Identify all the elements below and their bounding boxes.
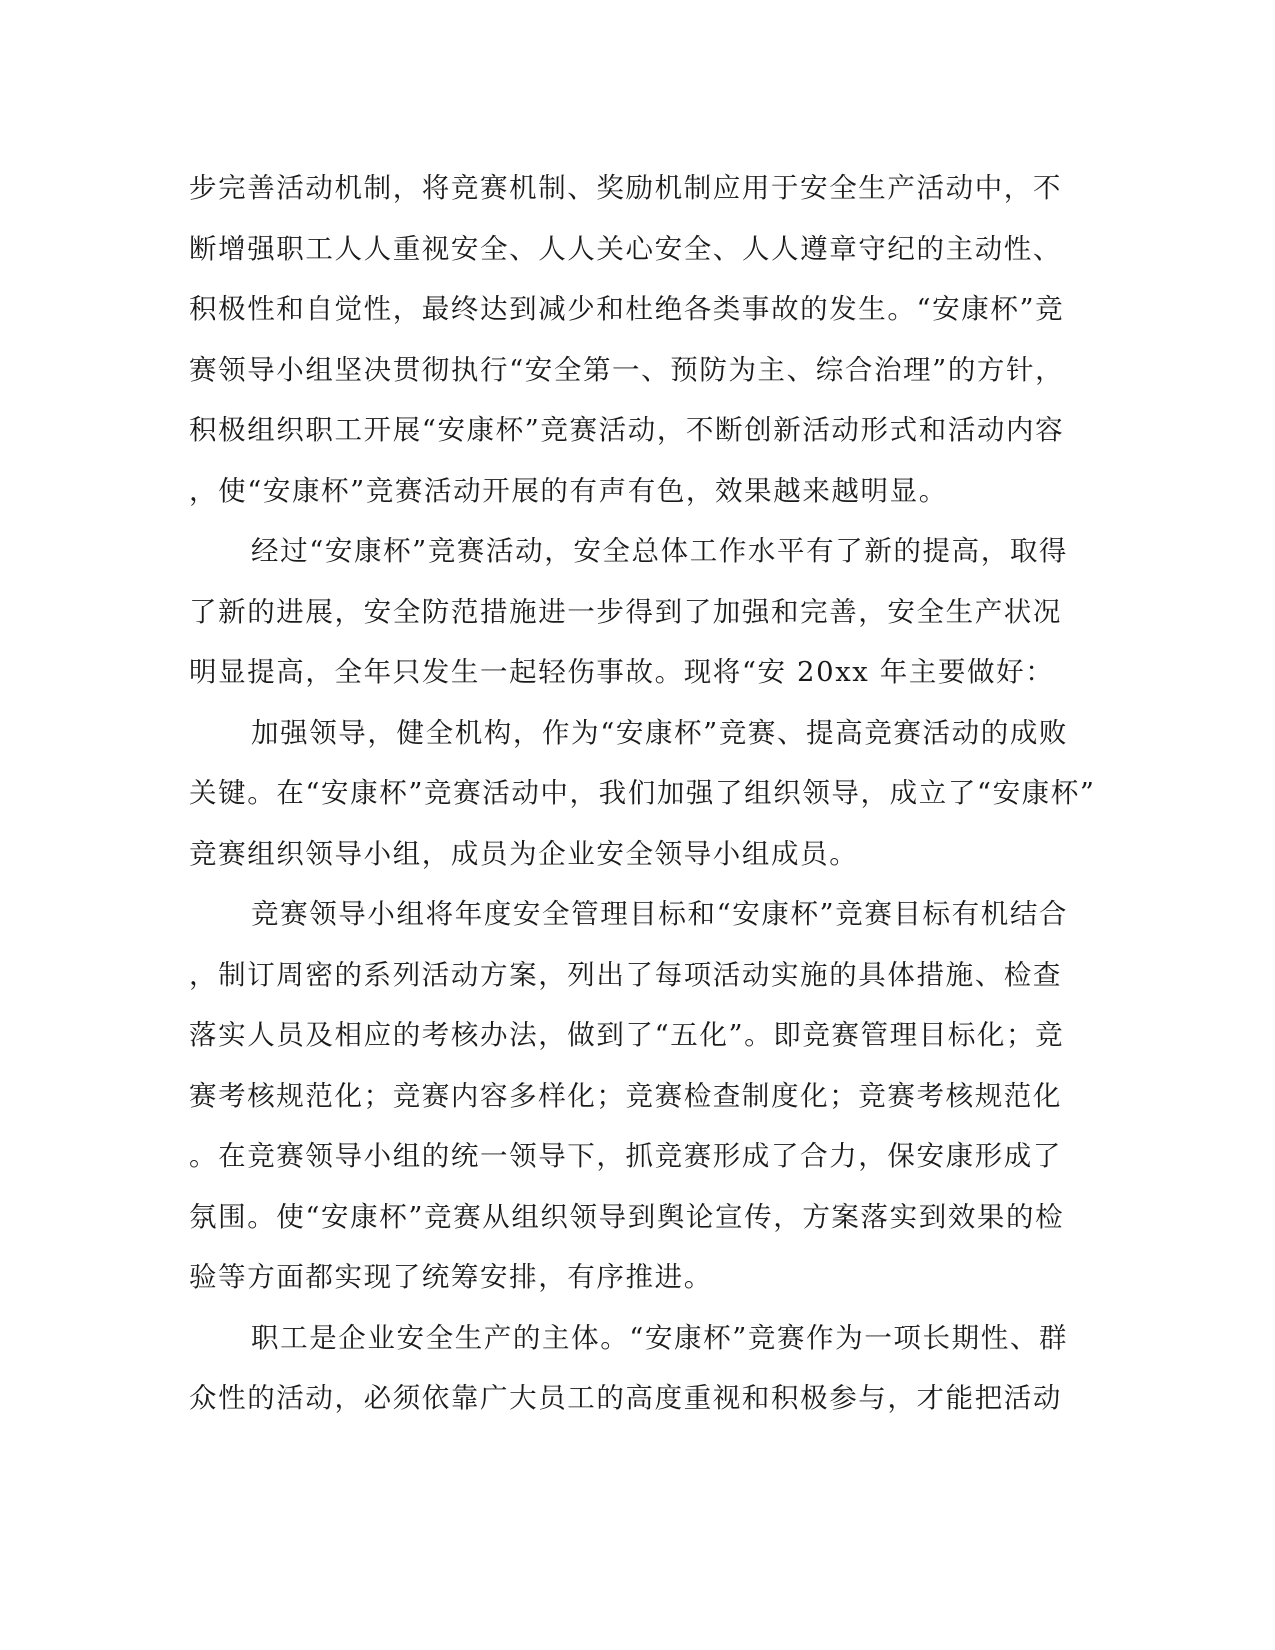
text-line: 验等方面都实现了统筹安排，有序推进。 — [189, 1261, 713, 1293]
text-line: ，制订周密的系列活动方案，列出了每项活动实施的具体措施、检查 — [189, 958, 1062, 991]
paragraph — [189, 158, 1069, 521]
text-line: 。在竞赛领导小组的统一领导下，抓竞赛形成了合力，保安康形成了 — [189, 1140, 1062, 1172]
text-line: 明显提高，全年只发生一起轻伤事故。现将“安 20xx 年主要做好： — [189, 656, 1055, 688]
text-line: 积极性和自觉性，最终达到减少和杜绝各类事故的发生。“安康杯”竞 — [189, 293, 1065, 325]
paragraph — [189, 884, 1069, 1308]
text-line: 了新的进展，安全防范措施进一步得到了加强和完善，安全生产状况 — [189, 595, 1062, 628]
paragraph — [189, 1308, 1069, 1429]
text-line: 积极组织职工开展“安康杯”竞赛活动，不断创新活动形式和活动内容 — [189, 414, 1065, 446]
text-line: 赛考核规范化；竞赛内容多样化；竞赛检查制度化；竞赛考核规范化 — [189, 1079, 1062, 1112]
text-line: 步完善活动机制，将竞赛机制、奖励机制应用于安全生产活动中，不 — [189, 172, 1062, 204]
text-line: 经过“安康杯”竞赛活动，安全总体工作水平有了新的提高，取得 — [251, 535, 1069, 567]
document-body — [189, 158, 1096, 1429]
text-line: 氛围。使“安康杯”竞赛从组织领导到舆论宣传，方案落实到效果的检 — [189, 1200, 1065, 1233]
text-line: ，使“安康杯”竞赛活动开展的有声有色，效果越来越明显。 — [189, 474, 948, 507]
text-line: 竞赛组织领导小组，成员为企业安全领导小组成员。 — [189, 837, 859, 870]
text-line: 加强领导，健全机构，作为“安康杯”竞赛、提高竞赛活动的成败 — [251, 716, 1069, 749]
text-line: 落实人员及相应的考核办法，做到了“五化”。即竞赛管理目标化；竞 — [189, 1019, 1065, 1051]
text-line: 竞赛领导小组将年度安全管理目标和“安康杯”竞赛目标有机结合 — [251, 898, 1069, 930]
text-line: 赛领导小组坚决贯彻执行“安全第一、预防为主、综合治理”的方针， — [189, 353, 1065, 386]
text-line: 关键。在“安康杯”竞赛活动中，我们加强了组织领导，成立了“安康杯” — [189, 777, 1096, 809]
text-line: 职工是企业安全生产的主体。“安康杯”竞赛作为一项长期性、群 — [251, 1321, 1069, 1354]
text-line: 众性的活动，必须依靠广大员工的高度重视和积极参与，才能把活动 — [189, 1382, 1062, 1414]
text-line: 断增强职工人人重视安全、人人关心安全、人人遵章守纪的主动性、 — [189, 232, 1062, 265]
paragraph — [189, 703, 1096, 885]
paragraph — [189, 521, 1069, 703]
